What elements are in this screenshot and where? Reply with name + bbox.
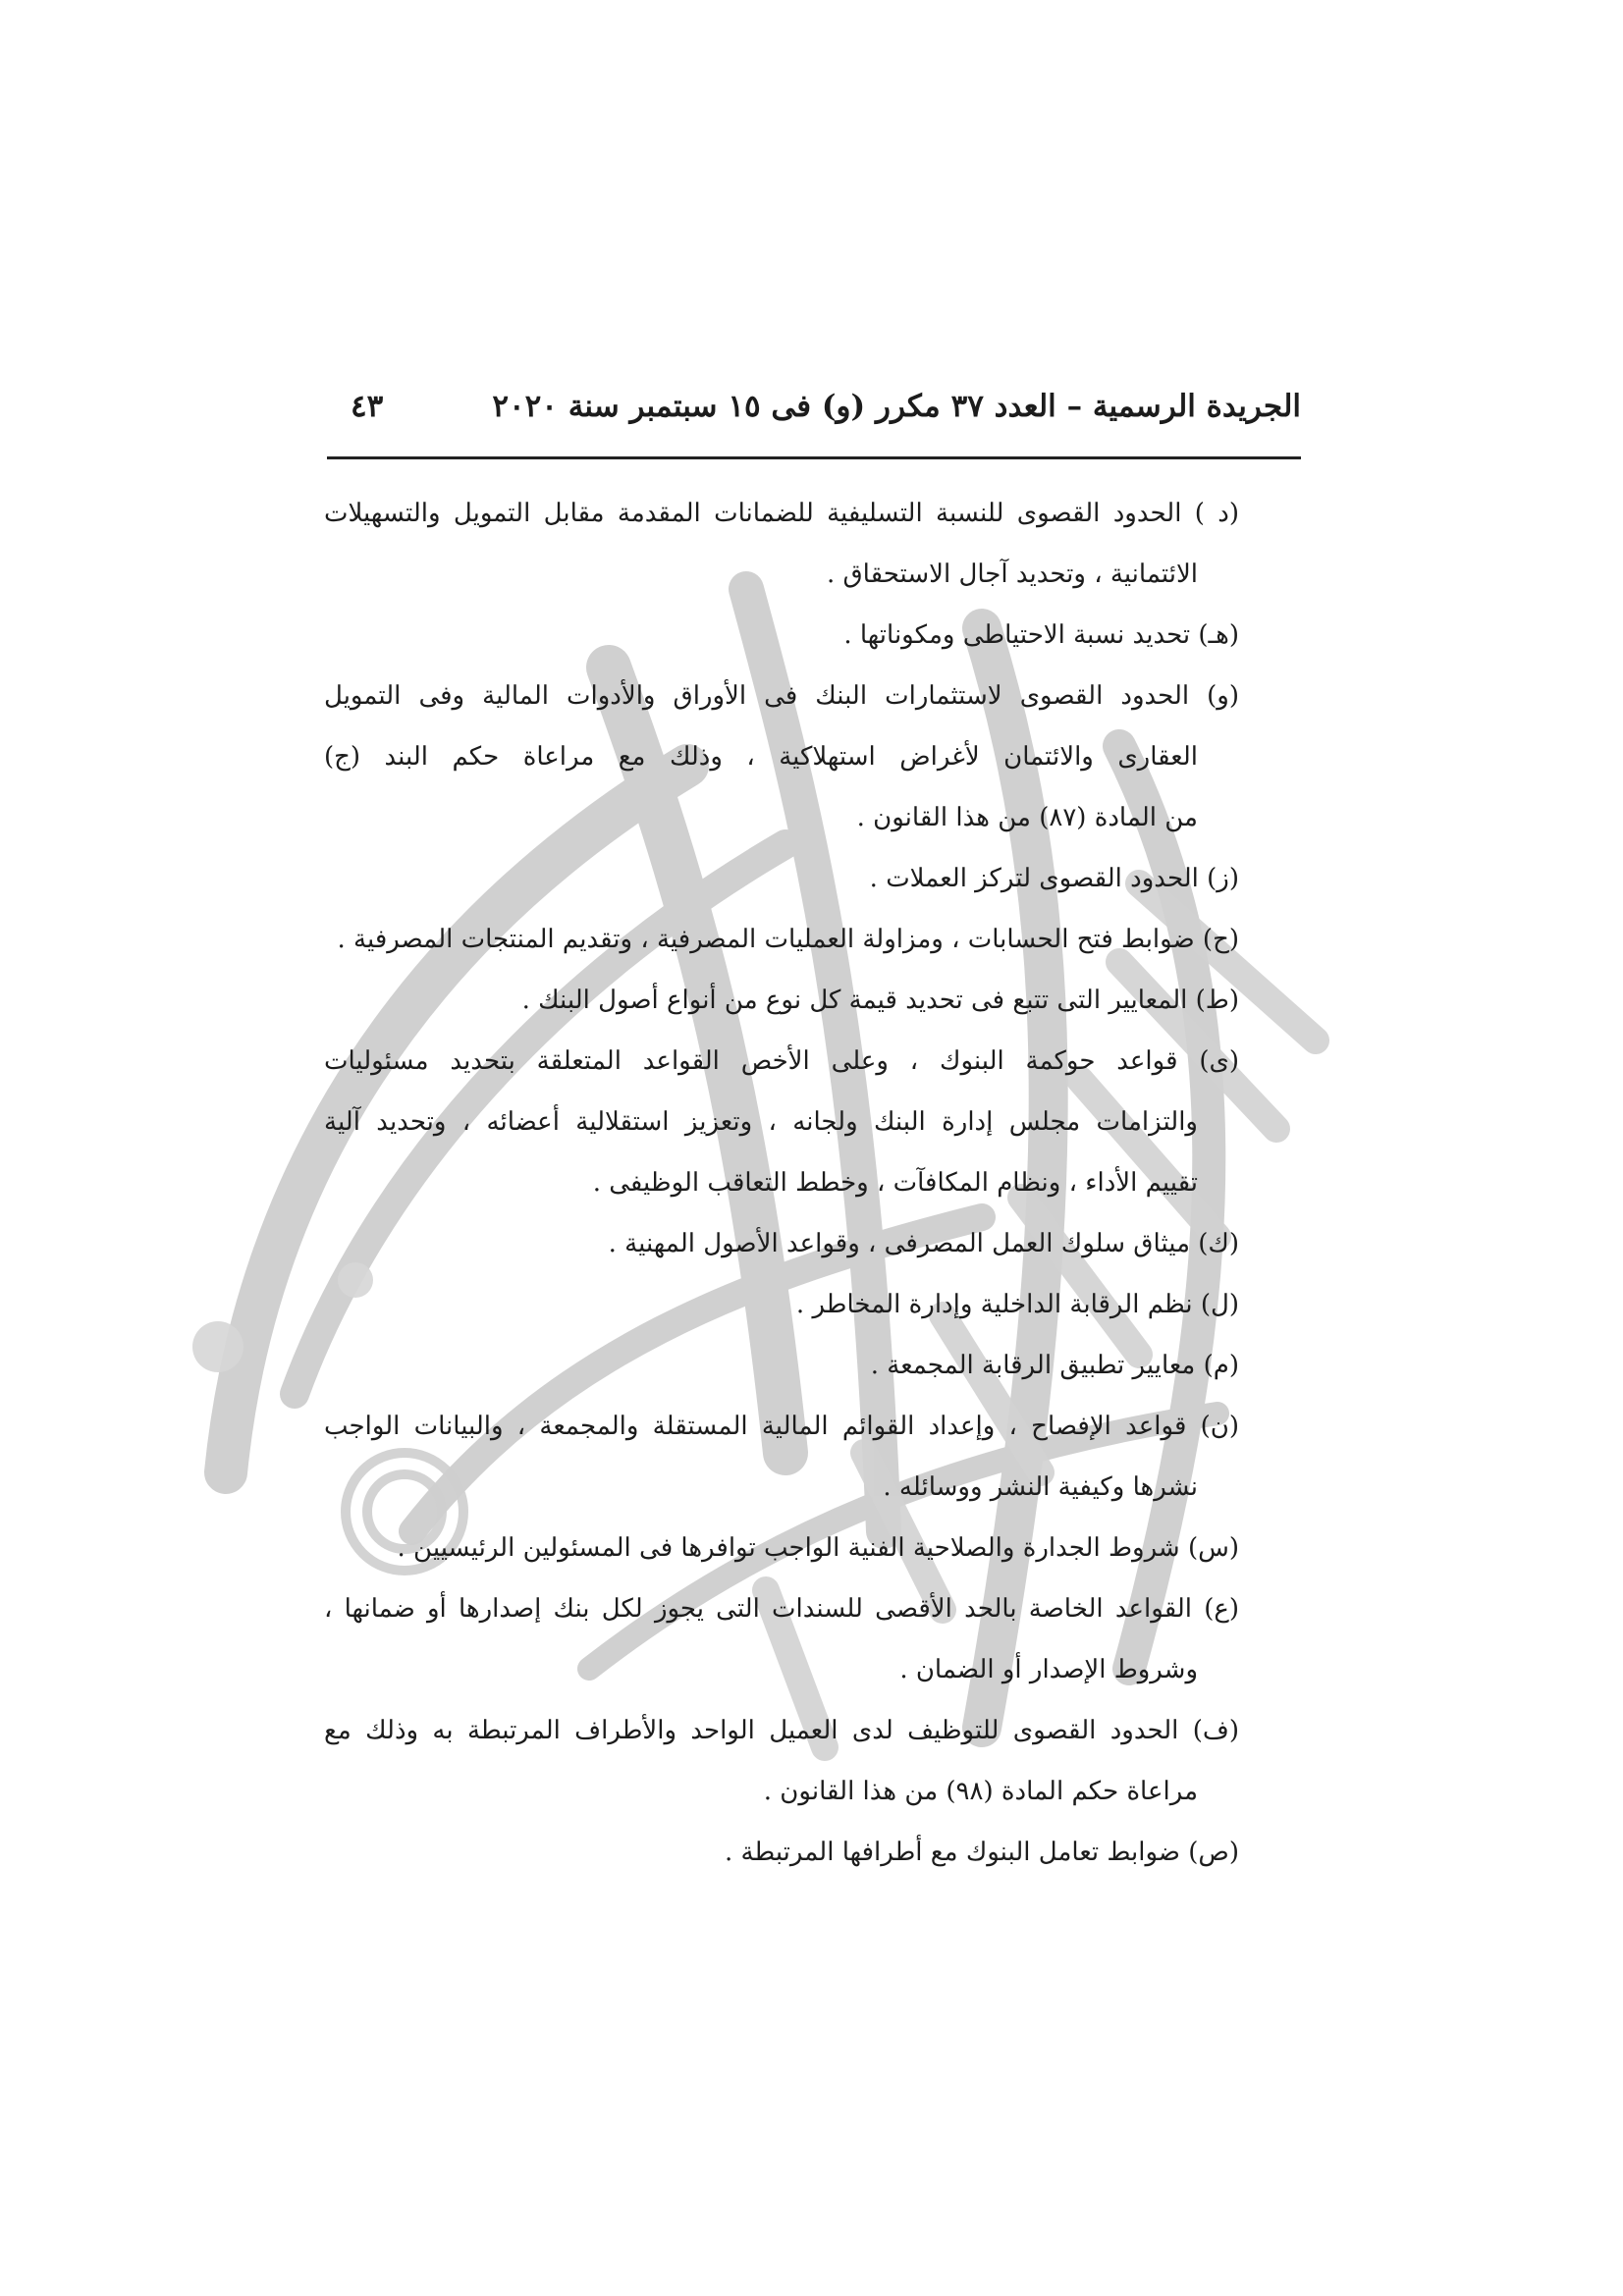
clause-line: (ل) نظم الرقابة الداخلية وإدارة المخاطر .	[795, 1290, 1239, 1319]
header-divider	[327, 456, 1301, 459]
clause-line: العقارى والائتمان لأغراض استهلاكية ، وذلك مع مراعاة حكم البند (ج)	[324, 742, 1198, 772]
clause-line: (د ) الحدود القصوى للنسبة التسليفية للضمانات المقدمة مقابل التمويل والتسهيلات	[324, 499, 1239, 528]
clause-nun	[324, 1396, 1239, 1518]
clause-ain	[324, 1578, 1239, 1700]
clause-line: (س) شروط الجدارة والصلاحية الفنية الواجب توافرها فى المسئولين الرئيسيين .	[397, 1533, 1239, 1563]
clause-line: وشروط الإصدار أو الضمان .	[899, 1655, 1198, 1684]
clause-line: (ع) القواعد الخاصة بالحد الأقصى للسندات التى يجوز لكل بنك إصدارها أو ضمانها ،	[324, 1594, 1239, 1624]
clause-line: (ن) قواعد الإفصاح ، وإعداد القوائم المالية المستقلة والمجمعة ، والبيانات الواجب	[324, 1412, 1239, 1441]
clause-zay	[324, 848, 1239, 909]
clause-line: (ك) ميثاق سلوك العمل المصرفى ، وقواعد الأصول المهنية .	[608, 1229, 1239, 1258]
page-number: ٤٣	[351, 389, 384, 424]
clause-line: الائتمانية ، وتحديد آجال الاستحقاق .	[826, 560, 1198, 589]
clause-line: (و) الحدود القصوى لاستثمارات البنك فى الأوراق والأدوات المالية وفى التمويل	[324, 681, 1239, 711]
clause-ha2	[324, 909, 1239, 970]
clause-line: تقييم الأداء ، ونظام المكافآت ، وخطط التعاقب الوظيفى .	[592, 1168, 1198, 1198]
clause-line: (ط) المعايير التى تتبع فى تحديد قيمة كل نوع من أنواع أصول البنك .	[521, 986, 1239, 1015]
clause-line: (ص) ضوابط تعامل البنوك مع أطرافها المرتبطة .	[725, 1838, 1239, 1867]
clause-waw	[324, 666, 1239, 848]
clause-mim	[324, 1335, 1239, 1396]
clause-ha	[324, 605, 1239, 666]
clause-line: (ى) قواعد حوكمة البنوك ، وعلى الأخص القواعد المتعلقة بتحديد مسئوليات	[324, 1046, 1239, 1076]
clause-dal	[324, 483, 1239, 605]
clause-line: (ز) الحدود القصوى لتركز العملات .	[869, 864, 1239, 893]
clause-sad	[324, 1822, 1239, 1883]
clause-line: (ف) الحدود القصوى للتوظيف لدى العميل الواحد والأطراف المرتبطة به وذلك مع	[324, 1716, 1239, 1745]
clause-fa	[324, 1700, 1239, 1822]
gazette-title: الجريدة الرسمية – العدد ٣٧ مكرر (و) فى ١٥ سبتمبر سنة ٢٠٢٠	[492, 389, 1301, 424]
clause-line: (هـ) تحديد نسبة الاحتياطى ومكوناتها .	[843, 620, 1239, 650]
clause-line: (ح) ضوابط فتح الحسابات ، ومزاولة العمليات المصرفية ، وتقديم المنتجات المصرفية .	[337, 925, 1239, 954]
clause-ta	[324, 970, 1239, 1031]
clause-line: والتزامات مجلس إدارة البنك ولجانه ، وتعزيز استقلالية أعضائه ، وتحديد آلية	[324, 1107, 1198, 1137]
clause-ya	[324, 1031, 1239, 1213]
page-header	[327, 371, 1301, 442]
clause-lam	[324, 1274, 1239, 1335]
clause-line: مراعاة حكم المادة (٩٨) من هذا القانون .	[763, 1777, 1198, 1806]
clause-line: من المادة (٨٧) من هذا القانون .	[856, 803, 1198, 832]
clause-line: (م) معايير تطبيق الرقابة المجمعة .	[870, 1351, 1239, 1380]
clause-kaf	[324, 1213, 1239, 1274]
clause-line: نشرها وكيفية النشر ووسائله .	[883, 1472, 1198, 1502]
clause-sin	[324, 1518, 1239, 1578]
article-body	[324, 483, 1239, 1883]
